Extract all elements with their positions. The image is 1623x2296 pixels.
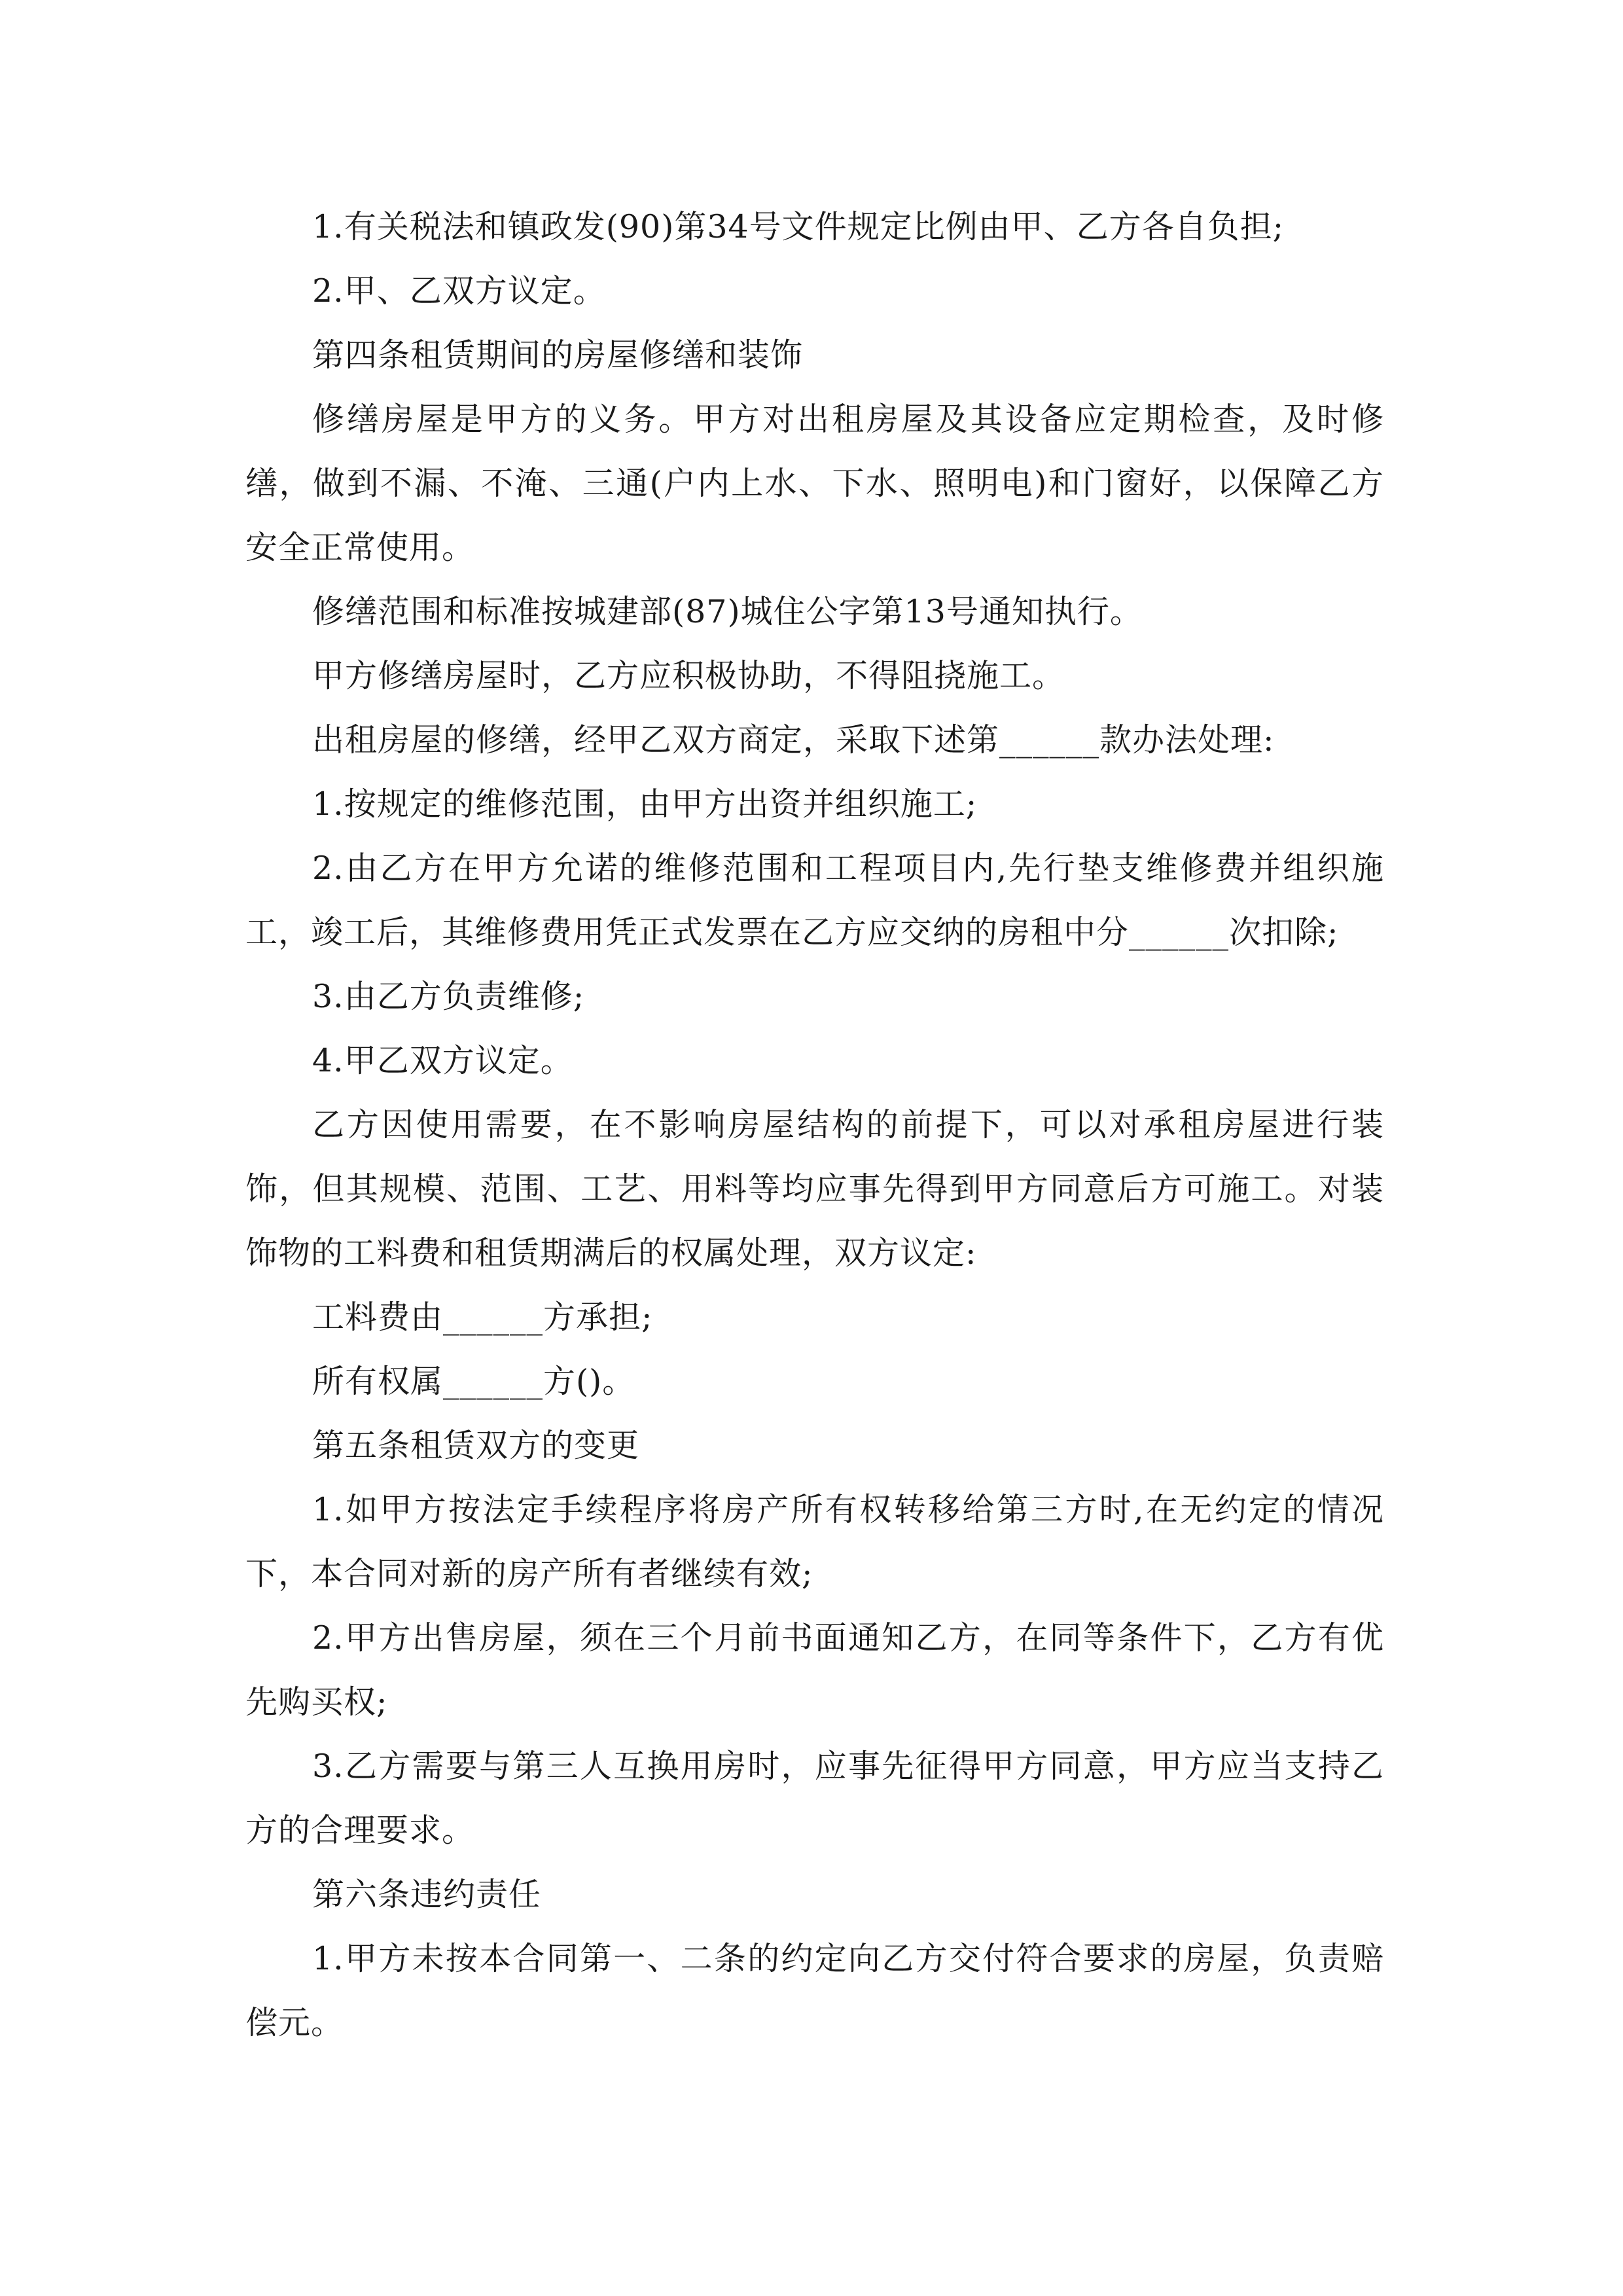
repair-option-2: 2.由乙方在甲方允诺的维修范围和工程项目内,先行垫支维修费并组织施工，竣工后，其维修费用凭正式发票在乙方应交纳的房租中分______次扣除; — [245, 850, 1384, 951]
breach-item-1: 1.甲方未按本合同第一、二条的约定向乙方交付符合要求的房屋，负责赔偿元。 — [245, 1940, 1384, 2041]
decoration-paragraph: 乙方因使用需要，在不影响房屋结构的前提下，可以对承租房屋进行装饰，但其规模、范围、工艺、用料等均应事先得到甲方同意后方可施工。对装饰物的工料费和租赁期满后的权属处理，双方议定: — [245, 1106, 1384, 1272]
repair-standard-paragraph: 修缮范围和标准按城建部(87)城住公字第13号通知执行。 — [312, 593, 1143, 630]
change-item-1: 1.如甲方按法定手续程序将房产所有权转移给第三方时,在无约定的情况下，本合同对新的房产所有者继续有效; — [245, 1491, 1384, 1592]
ownership-line: 所有权属______方()。 — [312, 1363, 635, 1400]
decoration-cost-line: 工料费由______方承担; — [312, 1299, 653, 1336]
article-6-heading: 第六条违约责任 — [312, 1876, 542, 1913]
repair-option-1: 1.按规定的维修范围，由甲方出资并组织施工; — [312, 785, 978, 823]
article-5-heading: 第五条租赁双方的变更 — [312, 1427, 640, 1464]
document-body — [245, 195, 1384, 2055]
repair-method-paragraph: 出租房屋的修缮，经甲乙双方商定，采取下述第______款办法处理: — [312, 721, 1275, 759]
article-4-heading: 第四条租赁期间的房屋修缮和装饰 — [312, 336, 804, 374]
clause-tax-item-1: 1.有关税法和镇政发(90)第34号文件规定比例由甲、乙方各自负担; — [312, 208, 1285, 245]
repair-option-3: 3.由乙方负责维修; — [312, 978, 585, 1015]
repair-option-4: 4.甲乙双方议定。 — [312, 1042, 573, 1079]
repair-duty-paragraph: 修缮房屋是甲方的义务。甲方对出租房屋及其设备应定期检查，及时修缮，做到不漏、不淹、三通(户内上水、下水、照明电)和门窗好，以保障乙方安全正常使用。 — [245, 401, 1384, 566]
clause-tax-item-2: 2.甲、乙双方议定。 — [312, 272, 606, 310]
change-item-3: 3.乙方需要与第三人互换用房时，应事先征得甲方同意，甲方应当支持乙方的合理要求。 — [245, 1748, 1384, 1849]
repair-cooperation-paragraph: 甲方修缮房屋时，乙方应积极协助，不得阻挠施工。 — [312, 657, 1065, 694]
change-item-2: 2.甲方出售房屋，须在三个月前书面通知乙方，在同等条件下，乙方有优先购买权; — [245, 1619, 1384, 1721]
